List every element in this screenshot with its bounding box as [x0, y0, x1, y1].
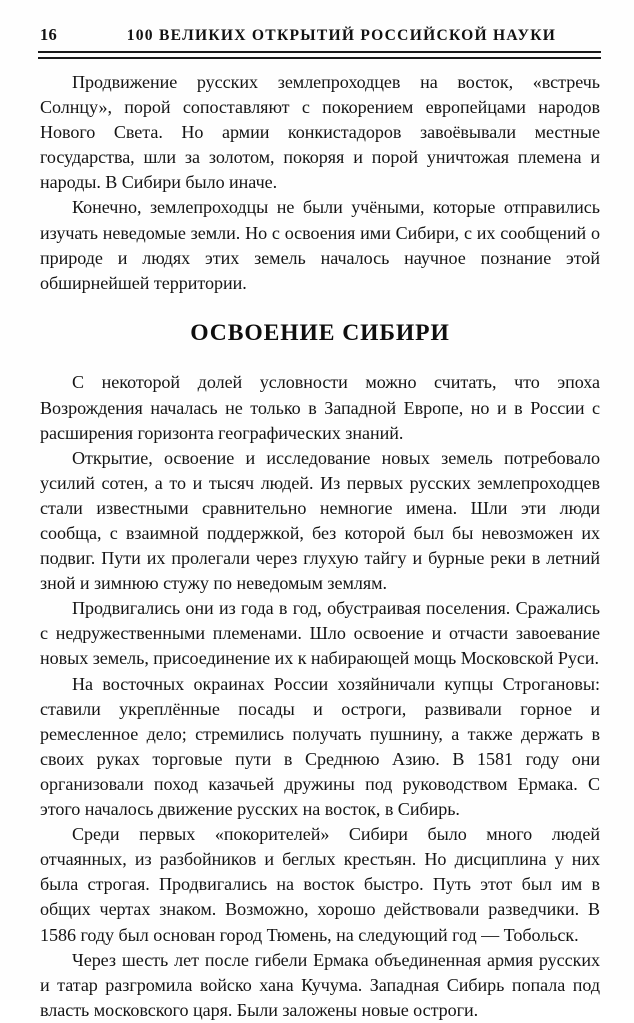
- section-heading-wrapper: [40, 296, 600, 371]
- page-number: 16: [40, 25, 57, 44]
- section-heading: ОСВОЕНИЕ СИБИРИ: [190, 319, 450, 346]
- page-body: [40, 70, 600, 1023]
- paragraph-7: Среди первых «покорителей» Сибири было много людей отчаянных, из разбойников и беглых крестьян. Но дисциплина у них была строгая. Продвигались на восток быстро. Путь этот был им в общих чертах знаком. Возможно, хорошо действовали разведчики. В 1586 году был основан город Тюмень, на следующий год — Тобольск.: [40, 824, 600, 945]
- paragraph-8: Через шесть лет после гибели Ермака объединенная армия русских и татар разгромила войско хана Кучума. Западная Сибирь попала под власть московского царя. Были заложены новые остроги.: [40, 949, 600, 1020]
- paragraph-1: Продвижение русских землепроходцев на восток, «встречь Солнцу», порой сопоставляют с покорением европейцами народов Нового Света. Но армии конкистадоров завоёвывали местные государства, шли за золотом, покоряя и порой уничтожая племена и народы. В Сибири было иначе.: [40, 72, 600, 193]
- header-rule-group: [38, 51, 601, 59]
- running-title: 100 ВЕЛИКИХ ОТКРЫТИЙ РОССИЙСКОЙ НАУКИ: [126, 27, 557, 44]
- paragraph-3: С некоторой долей условности можно считать, что эпоха Возрождения началась не только в Западной Европе, но и в России с расширения горизонта географических знаний.: [40, 372, 600, 443]
- paragraph-2: Конечно, землепроходцы не были учёными, которые отправились изучать неведомые земли. Но с освоения ими Сибири, с их сообщений о природе и людях этих земель началось научное познание этой обширнейшей территории.: [40, 197, 600, 293]
- paragraph-6: На восточных окраинах России хозяйничали купцы Строгановы: ставили укреплённые посады и остроги, развивали горное и ремесленное дело; стремились получать пушнину, а также держать в своих руках торговые пути в Среднюю Азию. В 1581 году они организовали поход казачьей дружины под руководством Ермака. С этого началось движение русских на восток, в Сибирь.: [40, 673, 600, 820]
- header-rule-thin: [38, 57, 601, 59]
- running-head: [40, 27, 600, 53]
- paragraph-5: Продвигались они из года в год, обустраивая поселения. Сражались с недружественными племенами. Шло освоение и отчасти завоевание новых земель, присоединение их к набирающей мощь Московской Руси.: [40, 598, 600, 669]
- paragraph-4: Открытие, освоение и исследование новых земель потребовало усилий сотен, а то и тысяч людей. Из первых русских землепроходцев стали известными сравнительно немногие имена. Шли эти люди сообща, с взаимной поддержкой, без которой был бы невозможен их подвиг. Пути их пролегали через глухую тайгу и бурные реки в летний зной и зимнюю стужу по неведомым землям.: [40, 447, 600, 594]
